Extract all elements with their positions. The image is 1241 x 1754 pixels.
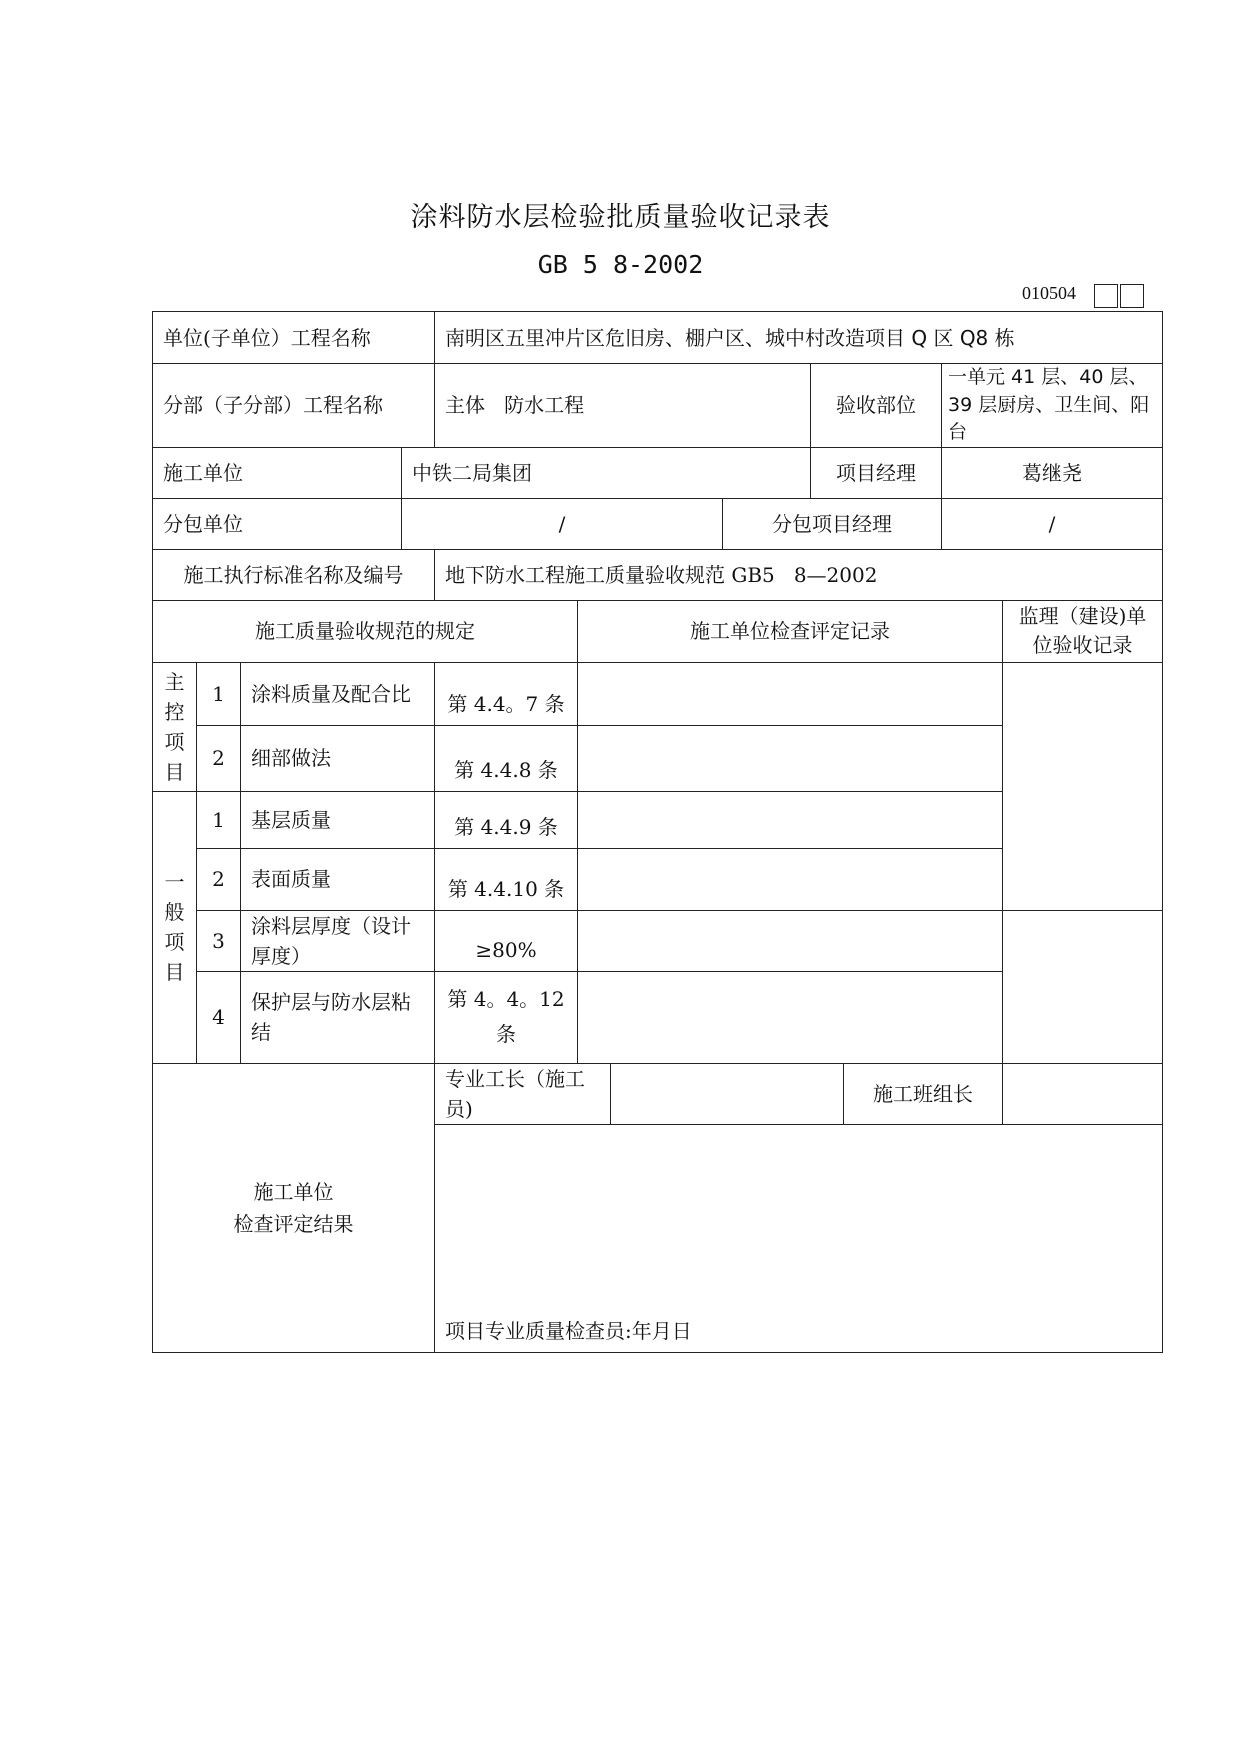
form-title: 涂料防水层检验批质量验收记录表 [410, 202, 831, 233]
exec-standard-label: 施工执行标准名称及编号 [153, 549, 435, 600]
item-name: 涂料层厚度（设计厚度） [241, 910, 435, 971]
sub-project-manager-value: / [942, 498, 1163, 549]
item-record-cell[interactable] [578, 971, 1003, 1063]
form-code: 010504 [1022, 283, 1076, 303]
contractor-result-label: 施工单位 检查评定结果 [153, 1063, 435, 1352]
item-name: 保护层与防水层粘结 [241, 971, 435, 1063]
item-clause: 第 4。4。12 条 [435, 971, 578, 1063]
item-clause: 第 4.4.9 条 [435, 791, 578, 848]
foreman-value[interactable] [611, 1063, 844, 1124]
item-number: 2 [197, 848, 241, 910]
subdivision-value: 主体 防水工程 [435, 364, 811, 448]
project-manager-label: 项目经理 [811, 447, 942, 498]
supervisor-record-cell[interactable] [1003, 662, 1163, 910]
main-control-category: 主 控 项 目 [153, 662, 197, 791]
item-name: 表面质量 [241, 848, 435, 910]
item-clause: 第 4.4.10 条 [435, 848, 578, 910]
acceptance-part-value: 一单元 41 层、40 层、39 层厨房、卫生间、阳台 [942, 364, 1163, 448]
spec-column-header: 施工质量验收规范的规定 [153, 600, 578, 662]
item-record-cell[interactable] [578, 662, 1003, 725]
item-number: 4 [197, 971, 241, 1063]
item-record-cell[interactable] [578, 725, 1003, 791]
team-leader-value[interactable] [1003, 1063, 1163, 1124]
item-name: 基层质量 [241, 791, 435, 848]
sub-project-manager-label: 分包项目经理 [723, 498, 942, 549]
item-number: 2 [197, 725, 241, 791]
contractor-value: 中铁二局集团 [402, 447, 811, 498]
contractor-label: 施工单位 [153, 447, 402, 498]
item-clause: 第 4.4。7 条 [435, 662, 578, 725]
standard-number: GB 5 8-2002 [537, 250, 704, 279]
item-clause: ≥80% [435, 910, 578, 971]
thickness-measurement-grid [578, 910, 1003, 971]
unit-name-label: 单位(子单位）工程名称 [153, 312, 435, 364]
item-name: 细部做法 [241, 725, 435, 791]
code-box-2[interactable] [1120, 284, 1144, 308]
unit-name-value: 南明区五里冲片区危旧房、棚户区、城中村改造项目 Q 区 Q8 栋 [435, 312, 1163, 364]
general-category: 一 般 项 目 [153, 791, 197, 1063]
acceptance-form [152, 311, 1163, 1353]
team-leader-label: 施工班组长 [844, 1063, 1003, 1124]
record-column-header: 施工单位检查评定记录 [578, 600, 1003, 662]
code-box-1[interactable] [1094, 284, 1118, 308]
subcontractor-value: / [402, 498, 723, 549]
subdivision-label: 分部（子分部）工程名称 [153, 364, 435, 448]
project-manager-value: 葛继尧 [942, 447, 1163, 498]
supervisor-column-header: 监理（建设)单位验收记录 [1003, 600, 1163, 662]
item-record-cell[interactable] [578, 791, 1003, 848]
supervisor-record-cell[interactable] [1003, 910, 1163, 1063]
item-clause: 第 4.4.8 条 [435, 725, 578, 791]
acceptance-part-label: 验收部位 [811, 364, 942, 448]
exec-standard-value: 地下防水工程施工质量验收规范 GB5 8—2002 [435, 549, 1163, 600]
quality-inspector-field[interactable]: 项目专业质量检查员:年月日 [435, 1124, 1163, 1352]
item-name: 涂料质量及配合比 [241, 662, 435, 725]
subcontractor-label: 分包单位 [153, 498, 402, 549]
foreman-label: 专业工长（施工员) [435, 1063, 611, 1124]
item-number: 1 [197, 662, 241, 725]
item-number: 1 [197, 791, 241, 848]
item-number: 3 [197, 910, 241, 971]
item-record-cell[interactable] [578, 848, 1003, 910]
